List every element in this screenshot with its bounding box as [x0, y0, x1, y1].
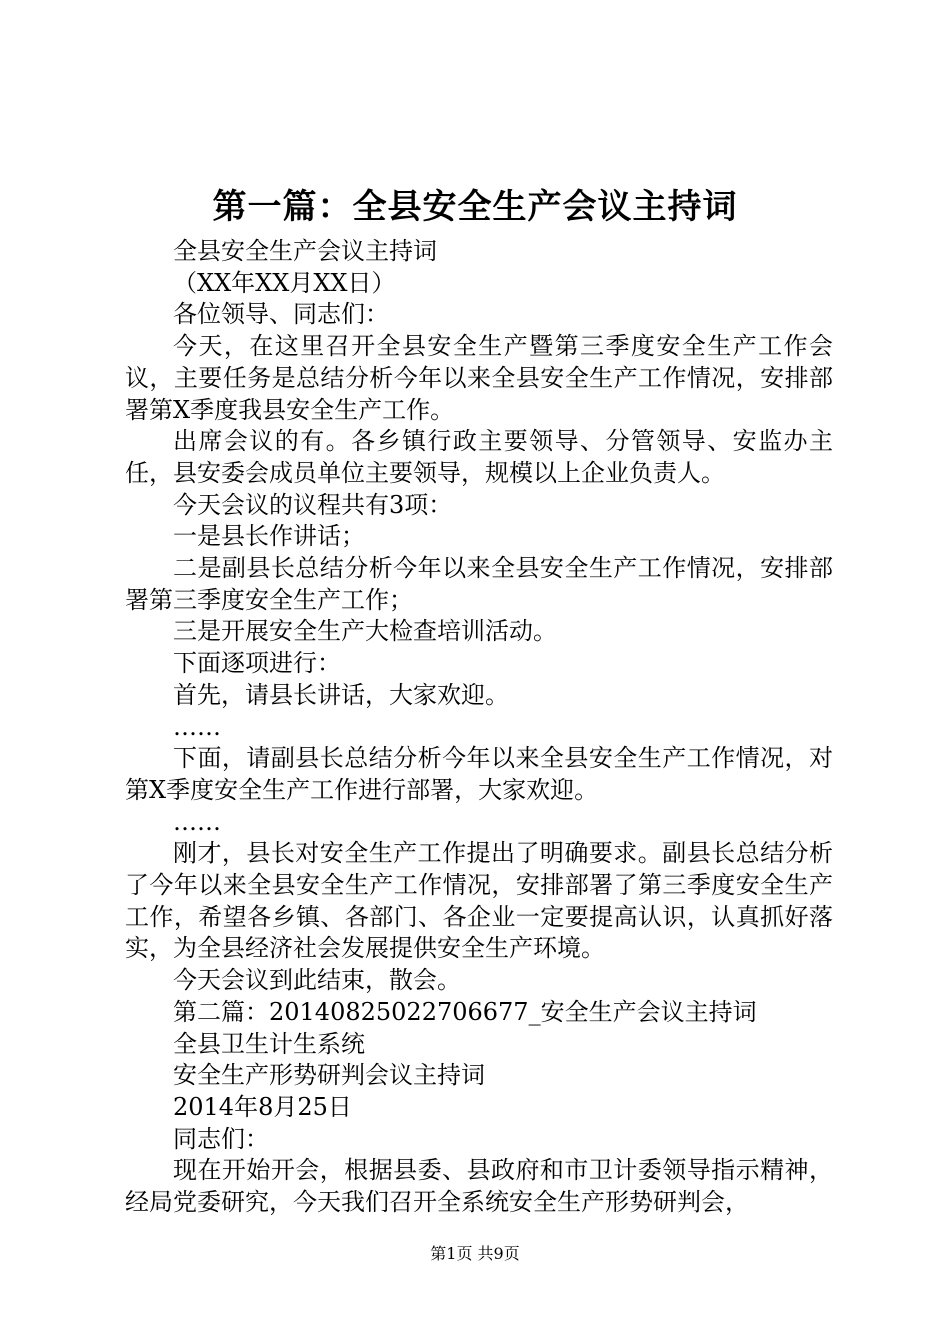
paragraph: 今天，在这里召开全县安全生产暨第三季度安全生产工作会议，主要任务是总结分析今年以来全县安全生产工作情况，安排部署第X季度我县安全生产工作。	[125, 332, 833, 424]
section-heading: 第二篇：20140825022706677_安全生产会议主持词	[173, 997, 757, 1026]
paragraph: 三是开展安全生产大检查培训活动。	[173, 617, 557, 646]
paragraph: 下面，请副县长总结分析今年以来全县安全生产工作情况，对第X季度安全生产工作进行部署，大家欢迎。	[125, 744, 833, 804]
paragraph: 同志们：	[173, 1124, 269, 1153]
paragraph: 今天会议到此结束，散会。	[173, 966, 461, 995]
paragraph: 安全生产形势研判会议主持词	[173, 1061, 485, 1090]
paragraph: 全县卫生计生系统	[173, 1029, 365, 1058]
page-footer: 第1页 共9页	[430, 1244, 520, 1263]
paragraph: 各位领导、同志们：	[173, 300, 389, 329]
document-body	[125, 236, 833, 1219]
paragraph: 2014年8月25日	[173, 1092, 352, 1121]
ellipsis-line: ……	[173, 807, 221, 836]
document-title: 第一篇：全县安全生产会议主持词	[212, 187, 738, 227]
paragraph: 出席会议的有。各乡镇行政主要领导、分管领导、安监办主任，县安委会成员单位主要领导，规模以上企业负责人。	[125, 427, 833, 487]
paragraph: 一是县长作讲话；	[173, 522, 365, 551]
ellipsis-line: ……	[173, 712, 221, 741]
paragraph: 二是副县长总结分析今年以来全县安全生产工作情况，安排部署第三季度安全生产工作；	[125, 554, 833, 614]
paragraph: 全县安全生产会议主持词	[173, 237, 437, 265]
paragraph: 现在开始开会，根据县委、县政府和市卫计委领导指示精神，经局党委研究，今天我们召开全系统安全生产形势研判会，	[125, 1156, 833, 1217]
paragraph: 刚才，县长对安全生产工作提出了明确要求。副县长总结分析了今年以来全县安全生产工作情况，安排部署了第三季度安全生产工作，希望各乡镇、各部门、各企业一定要提高认识，认真抓好落实，为全县经济社会发展提供安全生产环境。	[125, 839, 833, 963]
paragraph: （XX年XX月XX日）	[173, 268, 396, 297]
paragraph: 下面逐项进行：	[173, 649, 341, 678]
paragraph: 首先，请县长讲话，大家欢迎。	[173, 680, 509, 709]
paragraph: 今天会议的议程共有3项：	[173, 490, 453, 519]
